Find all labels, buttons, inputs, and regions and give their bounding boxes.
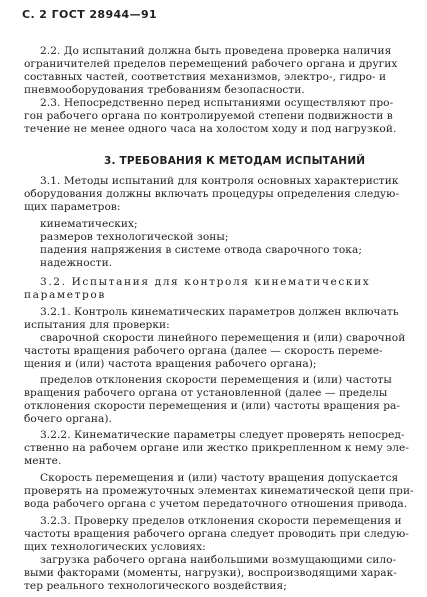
- subsection-title-3-2: 3.2. Испытания для контроля кинематических: [40, 276, 371, 288]
- paragraph-3-2-1-line: вращения рабочего органа от установленной (далее — пределы: [24, 387, 388, 399]
- list-item: падения напряжения в системе отвода сварочного тока;: [40, 244, 362, 256]
- paragraph-3-2-2b-line: Скорость перемещения и (или) частоту вращения допускается: [40, 472, 399, 484]
- paragraph-3-2-1-line: бочего органа).: [24, 413, 112, 425]
- paragraph-3-2-2-line: 3.2.2. Кинематические параметры следует проверять непосред-: [40, 429, 405, 441]
- list-item: надежности.: [40, 257, 113, 269]
- paragraph-3-2-2b-line: вода рабочего органа с учетом передаточного отношения привода.: [24, 498, 408, 510]
- paragraph-3-2-3-line: 3.2.3. Проверку пределов отклонения скорости перемещения и: [40, 515, 402, 527]
- paragraph-2-2-line: ограничителей пределов перемещений рабочего органа и других: [24, 58, 398, 70]
- paragraph-3-2-2-line: ственно на рабочем органе или жестко прикрепленном к нему эле-: [24, 442, 410, 454]
- paragraph-3-2-3-line: тер реального технологического воздействия;: [24, 580, 287, 592]
- paragraph-3-2-1-line: сварочной скорости линейного перемещения и (или) сварочной: [40, 332, 406, 344]
- paragraph-3-2-3-line: загрузка рабочего органа наибольшими возмущающими сило-: [40, 554, 397, 566]
- paragraph-2-2-line: 2.2. До испытаний должна быть проведена проверка наличия: [40, 45, 392, 57]
- paragraph-3-2-1-line: пределов отклонения скорости перемещения и (или) частоты: [40, 374, 392, 386]
- paragraph-3-2-3-line: щих технологических условиях:: [24, 541, 206, 553]
- paragraph-3-2-3-line: частоты вращения рабочего органа следует проводить при следую-: [24, 528, 409, 540]
- paragraph-3-2-1-line: испытания для проверки:: [24, 319, 170, 331]
- paragraph-3-2-1-line: щения и (или) частота вращения рабочего органа);: [24, 358, 317, 370]
- list-item: размеров технологической зоны;: [40, 231, 229, 243]
- paragraph-3-2-2b-line: проверять на промежуточных элементах кинематической цепи при-: [24, 485, 414, 497]
- paragraph-2-2-line: пневмооборудования требованиям безопасности.: [24, 84, 305, 96]
- paragraph-3-2-2-line: менте.: [24, 455, 62, 467]
- paragraph-3-1-line: оборудования должны включать процедуры определения следую-: [24, 188, 400, 200]
- subsection-title-3-2: параметров: [24, 289, 106, 301]
- paragraph-3-1-line: 3.1. Методы испытаний для контроля основных характеристик: [40, 175, 399, 187]
- paragraph-3-2-1-line: 3.2.1. Контроль кинематических параметров должен включать: [40, 306, 399, 318]
- paragraph-2-3-line: гон рабочего органа по контролируемой степени подвижности в: [24, 110, 393, 122]
- paragraph-3-1-line: щих параметров:: [24, 201, 121, 213]
- paragraph-2-3-line: течение не менее одного часа на холостом ходу и под нагрузкой.: [24, 123, 397, 135]
- paragraph-2-3-line: 2.3. Непосредственно перед испытаниями осуществляют про-: [40, 97, 394, 109]
- page-header: С. 2 ГОСТ 28944—91: [22, 8, 158, 21]
- list-item: кинематических;: [40, 218, 138, 230]
- section-heading: 3. ТРЕБОВАНИЯ К МЕТОДАМ ИСПЫТАНИЙ: [104, 155, 366, 167]
- paragraph-2-2-line: составных частей, соответствия механизмов, электро-, гидро- и: [24, 71, 387, 83]
- paragraph-3-2-1-line: частоты вращения рабочего органа (далее — скорость переме-: [24, 345, 383, 357]
- paragraph-3-2-1-line: отклонения скорости перемещения и (или) частоты вращения ра-: [24, 400, 401, 412]
- paragraph-3-2-3-line: выми факторами (моменты, нагрузки), воспроизводящими харак-: [24, 567, 397, 579]
